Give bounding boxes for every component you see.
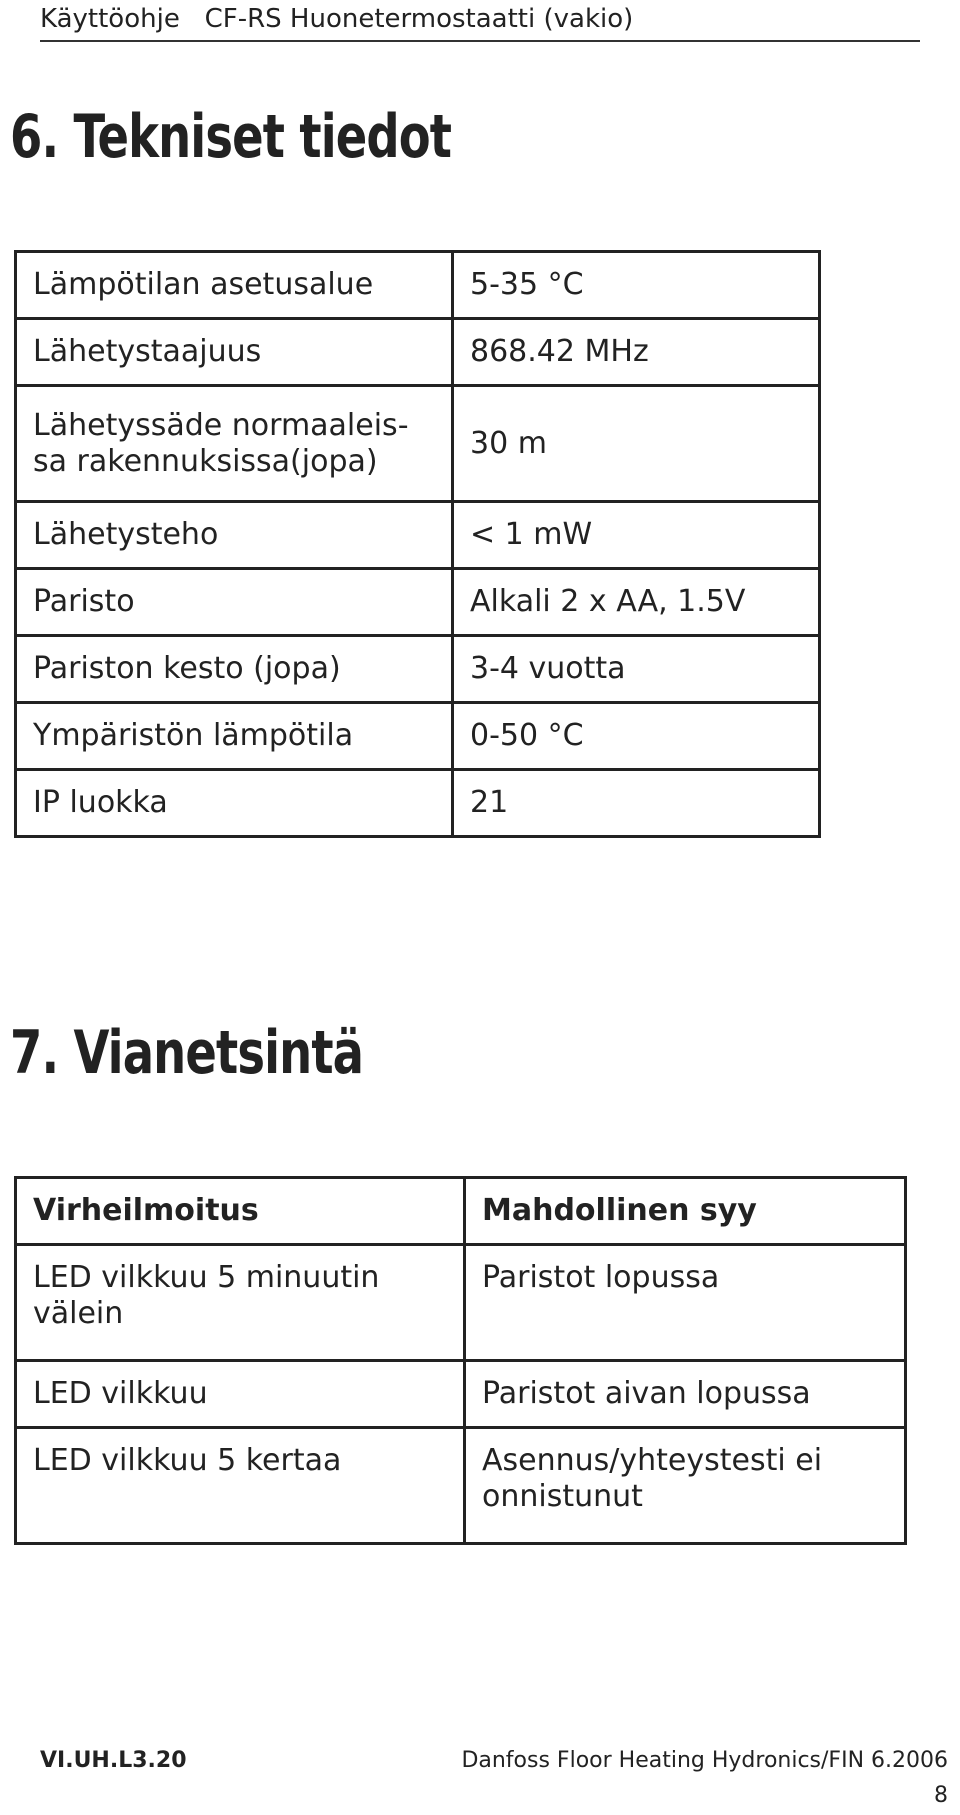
spec-label: Ympäristön lämpötila — [16, 703, 453, 770]
cause-cell: Asennus/yhteystesti ei onnistunut — [465, 1428, 906, 1544]
table-row — [16, 502, 820, 569]
table-row — [16, 319, 820, 386]
table-row — [16, 386, 820, 502]
error-cell: LED vilkkuu 5 minuutin välein — [16, 1245, 465, 1361]
table-header-row — [16, 1178, 906, 1245]
troubleshooting-table — [14, 1176, 907, 1545]
error-cell: LED vilkkuu — [16, 1361, 465, 1428]
header-title: Käyttöohje CF-RS Huonetermostaatti (vakio) — [40, 4, 634, 34]
spec-value: 5-35 °C — [453, 252, 820, 319]
table-row — [16, 1245, 906, 1361]
spec-label: Paristo — [16, 569, 453, 636]
publisher-line: Danfoss Floor Heating Hydronics/FIN 6.2006 — [461, 1748, 948, 1773]
spec-value: < 1 mW — [453, 502, 820, 569]
spec-label: Pariston kesto (jopa) — [16, 636, 453, 703]
spec-label: Lähetyssäde normaaleis- sa rakennuksissa(jopa) — [16, 386, 453, 502]
cause-cell: Paristot lopussa — [465, 1245, 906, 1361]
table-row — [16, 703, 820, 770]
column-header-error: Virheilmoitus — [16, 1178, 465, 1245]
table-row — [16, 252, 820, 319]
table-row — [16, 770, 820, 837]
table-row — [16, 1361, 906, 1428]
spec-value: 0-50 °C — [453, 703, 820, 770]
section-6-heading: 6. Tekniset tiedot — [10, 102, 452, 172]
page-header — [40, 0, 920, 42]
error-cell: LED vilkkuu 5 kertaa — [16, 1428, 465, 1544]
spec-label: Lähetystaajuus — [16, 319, 453, 386]
section-7-heading: 7. Vianetsintä — [10, 1018, 364, 1088]
technical-specs-table — [14, 250, 821, 838]
cause-cell: Paristot aivan lopussa — [465, 1361, 906, 1428]
table-row — [16, 569, 820, 636]
spec-label: IP luokka — [16, 770, 453, 837]
spec-value: 3-4 vuotta — [453, 636, 820, 703]
spec-value: 21 — [453, 770, 820, 837]
spec-value: 868.42 MHz — [453, 319, 820, 386]
column-header-cause: Mahdollinen syy — [465, 1178, 906, 1245]
page-number: 8 — [934, 1783, 948, 1808]
spec-label: Lämpötilan asetusalue — [16, 252, 453, 319]
spec-label: Lähetysteho — [16, 502, 453, 569]
table-row — [16, 636, 820, 703]
spec-value: Alkali 2 x AA, 1.5V — [453, 569, 820, 636]
document-code: VI.UH.L3.20 — [40, 1748, 187, 1773]
spec-value: 30 m — [453, 386, 820, 502]
table-row — [16, 1428, 906, 1544]
